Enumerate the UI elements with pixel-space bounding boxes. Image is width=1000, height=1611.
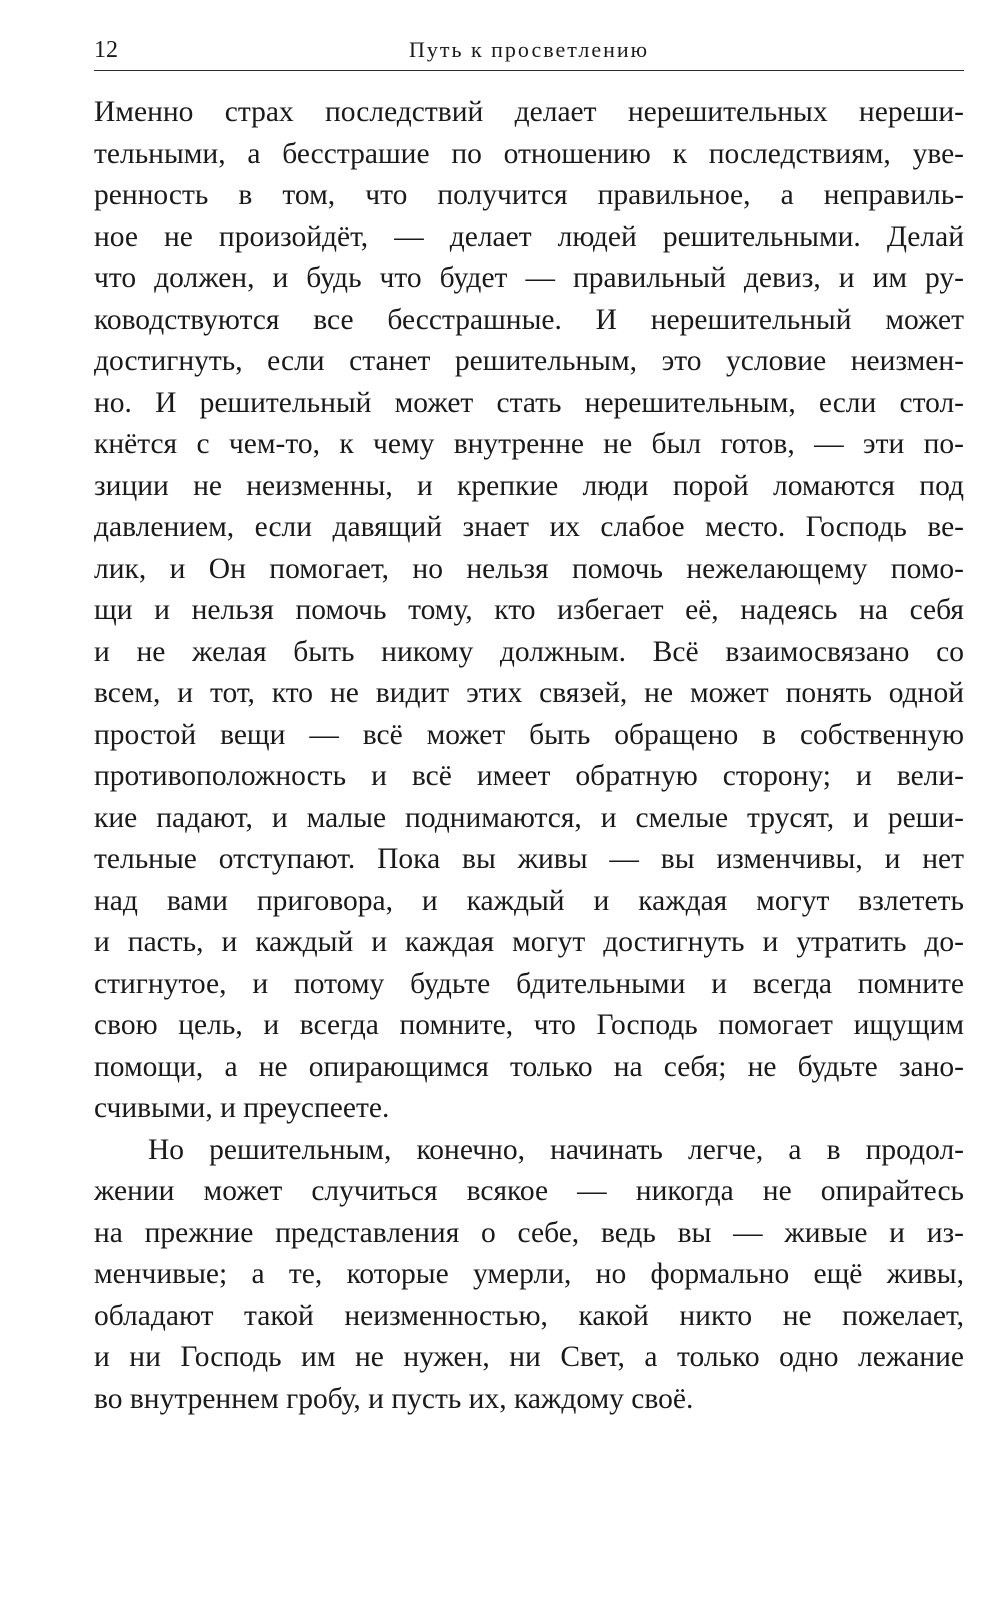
text-line: свою цель, и всегда помните, что Господь помогает ищущим [94,1009,964,1041]
text-line: Именно страх последствий делает нерешительных нереши- [94,96,964,128]
text-line: давлением, если давящий знает их слабое место. Господь ве- [94,511,964,543]
text-line: ное не произойдёт, — делает людей решительными. Делай [94,220,964,253]
running-header [94,36,964,71]
text-line: лик, и Он помогает, но нельзя помочь нежелающему помо- [94,552,964,585]
text-line: но. И решительный может стать нерешительным, если стол- [94,386,964,419]
text-line: простой вещи — всё может быть обращено в собственную [94,718,964,751]
text-line: всем, и тот, кто не видит этих связей, не может понять одной [94,677,964,709]
text-line: зиции не неизменны, и крепкие люди порой ломаются под [94,469,964,502]
text-line: щи и нельзя помочь тому, кто избегает её, надеясь на себя [94,594,964,626]
page-number: 12 [94,37,118,63]
text-line: на прежние представления о себе, ведь вы — живые и из- [94,1216,964,1249]
text-line: стигнутое, и потому будьте бдительными и всегда помните [94,967,964,1000]
text-line: тельные отступают. Пока вы живы — вы изменчивы, и нет [94,843,964,875]
text-line: ководствуются все бесстрашные. И нерешительный может [94,303,964,336]
text-line: и не желая быть никому должным. Всё взаимосвязано со [94,635,964,668]
text-line: достигнуть, если станет решительным, это условие неизмен- [94,345,964,377]
text-line: кнётся с чем-то, к чему внутренне не был готов, — эти по- [94,428,964,460]
text-line: и ни Господь им не нужен, ни Свет, а только одно лежание [94,1341,964,1373]
text-line: помощи, а не опирающимся только на себя; не будьте зано- [94,1050,964,1083]
text-line: кие падают, и малые поднимаются, и смелые трусят, и реши- [94,801,964,834]
text-line: противоположность и всё имеет обратную сторону; и вели- [94,760,964,792]
text-line: менчивые; а те, которые умерли, но формально ещё живы, [94,1258,964,1290]
paragraph-2 [94,1130,964,1421]
text-line: Но решительным, конечно, начинать легче, а в продол- [148,1133,964,1166]
text-line: тельными, а бесстрашие по отношению к последствиям, уве- [94,137,964,170]
text-line: обладают такой неизменностью, какой никто не пожелает, [94,1299,964,1332]
text-line: над вами приговора, и каждый и каждая могут взлететь [94,884,964,917]
text-line: ренность в том, что получится правильное, а неправиль- [94,179,964,211]
body-text [94,92,964,1420]
running-title: Путь к просветлению [408,37,650,62]
text-line: что должен, и будь что будет — правильный девиз, и им ру- [94,262,964,294]
text-line: и пасть, и каждый и каждая могут достигнуть и утратить до- [94,926,964,958]
paragraph-1 [94,92,964,1130]
text-line: жении может случиться всякое — никогда не опирайтесь [94,1175,964,1207]
text-line: во внутреннем гробу, и пусть их, каждому своё. [94,1382,694,1415]
text-line: счивыми, и преуспеете. [94,1092,390,1124]
